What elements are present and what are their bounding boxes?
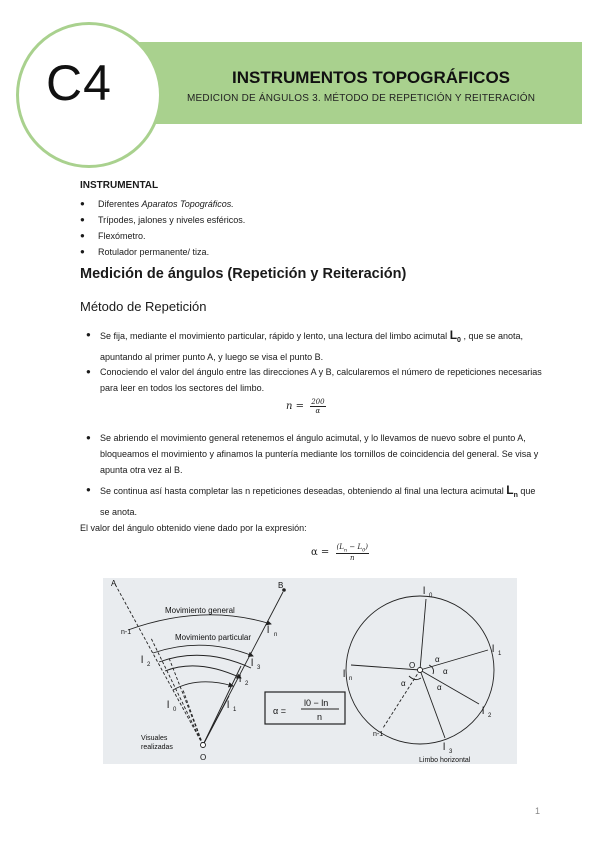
list-item: ● Rotulador permanente/ tiza. xyxy=(80,244,480,260)
svg-text:1: 1 xyxy=(233,707,237,713)
label-mov-particular: Movimiento particular xyxy=(175,633,252,642)
label-origin: O xyxy=(200,753,207,762)
instrumental-label: INSTRUMENTAL xyxy=(80,180,159,191)
bullet-item: ● Conociendo el valor del ángulo entre las direcciones A y B, calcularemos el número de repeticiones necesarias para leer en todos los sectores del limbo. xyxy=(86,367,542,393)
svg-text:l: l xyxy=(482,706,485,717)
list-item: ● Flexómetro. xyxy=(80,228,480,244)
page-subtitle: MEDICION DE ÁNGULOS 3. MÉTODO DE REPETICIÓN Y REITERACIÓN xyxy=(187,93,536,104)
label-l1: l xyxy=(227,700,230,711)
svg-text:3: 3 xyxy=(257,665,261,671)
svg-text:2: 2 xyxy=(147,662,151,668)
svg-text:l: l xyxy=(443,742,446,753)
svg-text:l: l xyxy=(423,586,426,597)
label-B: B xyxy=(278,581,284,590)
svg-text:α: α xyxy=(437,683,442,692)
label-limbo: Limbo horizontal xyxy=(419,757,471,764)
svg-text:1: 1 xyxy=(498,651,502,657)
subsection-heading: Método de Repetición xyxy=(80,299,207,314)
svg-text:l: l xyxy=(239,674,242,685)
svg-text:2: 2 xyxy=(245,681,249,687)
formula-angle: α = $\frac{(L_n - L_0)}{n}$ xyxy=(311,543,369,563)
svg-text:n-1: n-1 xyxy=(373,731,384,738)
label-visuales: Visuales xyxy=(141,735,168,742)
list-item: ● Diferentes Aparatos Topográficos. xyxy=(80,196,480,212)
svg-text:n: n xyxy=(274,632,278,638)
svg-text:l: l xyxy=(343,669,346,680)
angle-measurement-figure xyxy=(103,578,517,764)
label-A: A xyxy=(111,579,117,588)
svg-text:n: n xyxy=(349,676,353,682)
svg-text:0: 0 xyxy=(429,593,433,599)
svg-text:0: 0 xyxy=(173,707,177,713)
box-den: n xyxy=(317,712,323,722)
label-l3: l xyxy=(251,658,254,669)
chapter-code: C4 xyxy=(46,55,112,111)
box-lhs: α = xyxy=(273,706,286,716)
page-title: INSTRUMENTOS TOPOGRÁFICOS xyxy=(232,68,511,87)
box-num: l0 − ln xyxy=(304,698,329,708)
label-l0: l xyxy=(167,700,170,711)
svg-text:α: α xyxy=(401,679,406,688)
svg-text:O: O xyxy=(409,661,416,670)
label-realizadas: realizadas xyxy=(141,744,173,751)
svg-text:2: 2 xyxy=(488,713,492,719)
label-n1: n-1 xyxy=(121,629,132,636)
svg-text:α: α xyxy=(435,655,440,664)
svg-text:3: 3 xyxy=(449,749,453,755)
section-heading: Medición de ángulos (Repetición y Reiteración) xyxy=(80,266,407,282)
label-l2: l xyxy=(141,655,144,666)
list-item: ● Trípodes, jalones y niveles esféricos. xyxy=(80,212,480,228)
page-number: 1 xyxy=(535,806,541,816)
label-mov-general: Movimiento general xyxy=(165,606,235,615)
bullet-item: ● Se abriendo el movimiento general retenemos el ángulo acimutal, y lo llevamos de nuevo sobre el punto A, bloqueamos el movimiento y afinamos la puntería mediante los tornillos de coincidencia del general. Se visa y apunta otra vez al B. xyxy=(86,433,539,475)
formula-repetitions: n = $\frac{200}{\alpha}$ xyxy=(286,398,325,415)
result-text: El valor del ángulo obtenido viene dado por la expresión: xyxy=(80,523,307,533)
label-ln: l xyxy=(267,625,270,636)
bullet-item: ● Se fija, mediante el movimiento particular, rápido y lento, una lectura del limbo acimutal $L_0$ , que se anota, apuntando al primer punto A, y luego se visa el punto B. xyxy=(86,328,523,362)
svg-text:l: l xyxy=(492,644,495,655)
bullet-item: ● Se continua así hasta completar las n repeticiones deseadas, obteniendo al final una lectura acimutal $L_n$ que se anota. xyxy=(86,483,536,517)
svg-text:α: α xyxy=(443,667,448,676)
instrumental-list xyxy=(80,196,480,260)
